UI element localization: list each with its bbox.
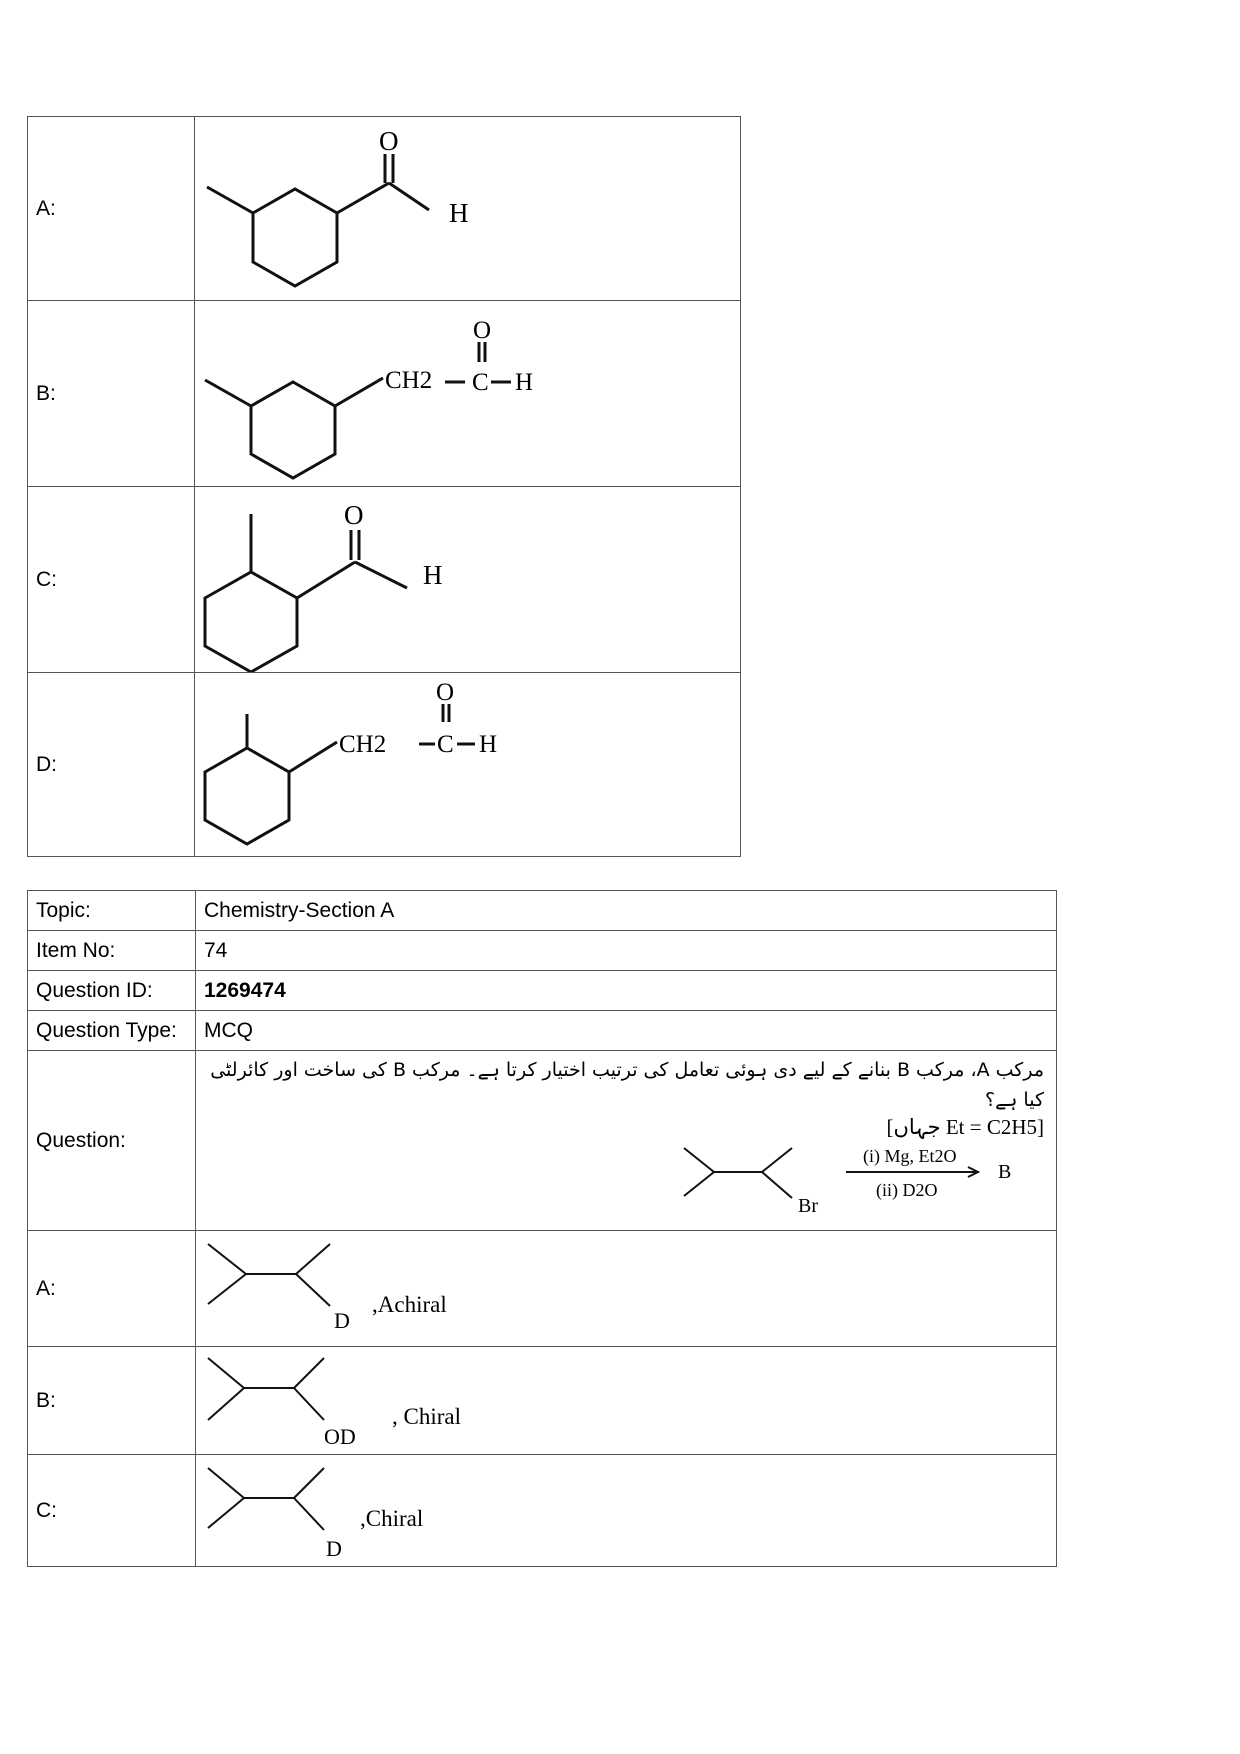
ch2-label: CH2 — [385, 366, 433, 394]
answer-row-b — [28, 1347, 1057, 1455]
option-row-c — [28, 487, 741, 673]
answer-label: C: — [28, 1455, 196, 1567]
topic-row — [28, 891, 1057, 931]
oxygen-label: O — [379, 125, 399, 156]
carbon-label: C — [437, 730, 454, 758]
question-condition: [جہاں Et = C2H5] — [886, 1115, 1044, 1139]
structure-a-svg — [195, 118, 740, 300]
question-text: مرکب A، مرکب B بنانے کے لیے دی ہوئی تعامل کی ترتیب اختیار کرتا ہے۔ مرکب B کی ساخت اور کائرلٹی کیا ہے؟ — [210, 1059, 1044, 1111]
answer-row-a — [28, 1231, 1057, 1347]
bromine-label: Br — [798, 1195, 818, 1217]
topic-label: Topic: — [28, 891, 196, 931]
structure-d-svg — [195, 674, 740, 856]
answer-structure-c — [196, 1455, 1057, 1567]
item-label: Item No: — [28, 931, 196, 971]
hydrogen-label: H — [449, 197, 469, 228]
option-row-b — [28, 301, 741, 487]
topic-value: Chemistry-Section A — [196, 891, 1057, 931]
option-label: A: — [28, 117, 195, 301]
answer-structure-b — [196, 1347, 1057, 1455]
option-row-d — [28, 673, 741, 857]
oxygen-label: O — [436, 678, 455, 706]
chirality-label: ,Achiral — [372, 1291, 447, 1317]
question-id-value: 1269474 — [196, 971, 1057, 1011]
question-id-row — [28, 971, 1057, 1011]
option-label: D: — [28, 673, 195, 857]
oxygen-label: O — [473, 316, 492, 344]
hydrogen-label: H — [423, 559, 443, 590]
option-structure-a — [195, 117, 741, 301]
deuterium-label: D — [326, 1535, 342, 1561]
item-value: 74 — [196, 931, 1057, 971]
option-label: B: — [28, 301, 195, 487]
item-row — [28, 931, 1057, 971]
chirality-label: , Chiral — [392, 1403, 461, 1429]
reagent-1: (i) Mg, Et2O — [863, 1146, 957, 1166]
question-id-label: Question ID: — [28, 971, 196, 1011]
question-type-row — [28, 1011, 1057, 1051]
product-label: B — [998, 1161, 1012, 1183]
answer-a-svg — [196, 1232, 1056, 1346]
question-table — [27, 890, 1057, 1567]
reagent-2: (ii) D2O — [876, 1180, 938, 1200]
oxygen-label: O — [344, 499, 364, 530]
answer-c-svg — [196, 1456, 1056, 1566]
answer-b-svg — [196, 1348, 1056, 1454]
question-type-value: MCQ — [196, 1011, 1057, 1051]
ch2-label: CH2 — [339, 730, 387, 758]
hydrogen-label: H — [479, 730, 498, 758]
option-structure-c — [195, 487, 741, 673]
option-row-a — [28, 117, 741, 301]
structure-b-svg — [195, 302, 740, 486]
hydrogen-label: H — [515, 368, 534, 396]
answer-label: A: — [28, 1231, 196, 1347]
question-type-label: Question Type: — [28, 1011, 196, 1051]
reaction-scheme — [196, 1140, 1056, 1220]
answer-structure-a — [196, 1231, 1057, 1347]
deuterium-label: D — [334, 1307, 350, 1333]
option-structure-b — [195, 301, 741, 487]
option-structure-d — [195, 673, 741, 857]
option-label: C: — [28, 487, 195, 673]
question-label: Question: — [28, 1051, 196, 1231]
question-body — [196, 1051, 1057, 1231]
structure-c-svg — [195, 488, 740, 672]
question-row — [28, 1051, 1057, 1231]
answer-label: B: — [28, 1347, 196, 1455]
od-label: OD — [324, 1423, 356, 1449]
carbon-label: C — [472, 368, 489, 396]
answer-row-c — [28, 1455, 1057, 1567]
chirality-label: ,Chiral — [360, 1505, 424, 1531]
options-table — [27, 116, 741, 857]
